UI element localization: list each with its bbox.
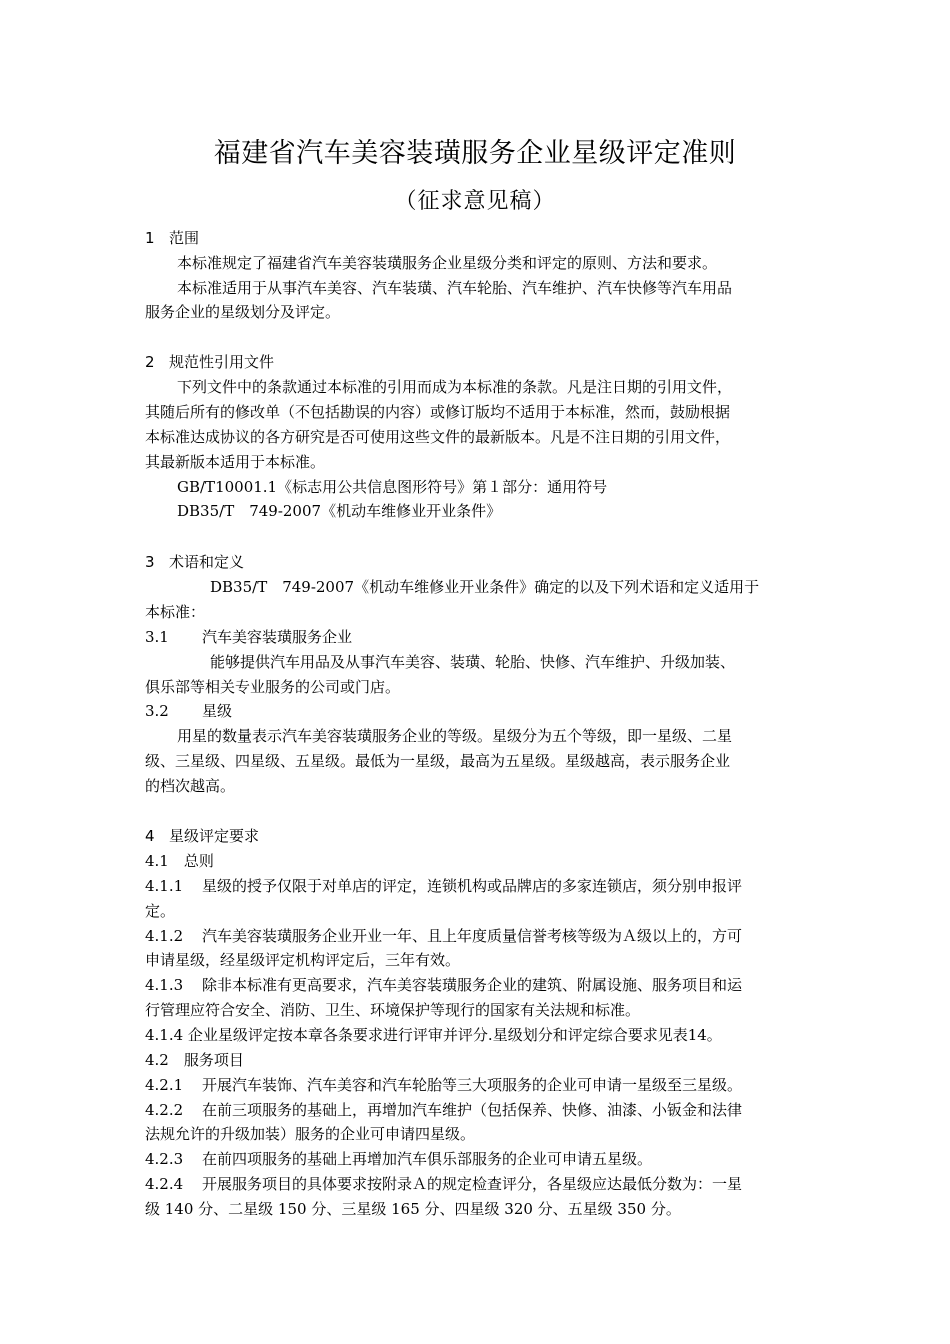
clause-number: 4.2.1 <box>145 1076 184 1094</box>
section-number: 4 <box>145 827 155 845</box>
paragraph-line: 申请星级，经星级评定机构评定后，三年有效。 <box>145 951 461 969</box>
subsection-heading: 4.2 服务项目 <box>145 1051 244 1069</box>
clause-3-2 <box>145 701 232 721</box>
paragraph-line: 本标准达成协议的各方研究是否可使用这些文件的最新版本。凡是不注日期的引用文件， <box>145 428 731 446</box>
clause-text: 在前三项服务的基础上，再增加汽车维护（包括保养、快修、油漆、小钣金和法律 <box>202 1101 743 1119</box>
paragraph-line: 定。 <box>145 902 176 920</box>
paragraph-line: 俱乐部等相关专业服务的公司或门店。 <box>145 678 401 696</box>
clause-text: 星级的授予仅限于对单店的评定，连锁机构或品牌店的多家连锁店，须分别申报评 <box>202 877 743 895</box>
paragraph-line: 本标准： <box>145 603 206 621</box>
subsection-heading: 4.1 总则 <box>145 852 214 870</box>
section-2-heading <box>145 352 810 372</box>
clause-4-1-4: 4.1.4 企业星级评定按本章各条要求进行评审并评分.星级划分和评定综合要求见表14。 <box>145 1026 722 1044</box>
section-title: 星级评定要求 <box>169 827 260 845</box>
section-1-heading <box>145 228 810 248</box>
section-number: 2 <box>145 353 155 371</box>
clause-number: 4.1.3 <box>145 976 184 994</box>
clause-4-2-2 <box>145 1100 742 1120</box>
section-3-heading <box>145 552 810 572</box>
paragraph-line: 法规允许的升级加装）服务的企业可申请四星级。 <box>145 1125 476 1143</box>
reference-item: DB35/T 749-2007《机动车维修业开业条件》 <box>177 502 502 520</box>
clause-number: 4.2.2 <box>145 1101 184 1119</box>
paragraph-line: DB35/T 749-2007《机动车维修业开业条件》确定的以及下列术语和定义适用于 <box>210 578 760 596</box>
clause-text: 开展汽车装饰、汽车美容和汽车轮胎等三大项服务的企业可申请一星级至三星级。 <box>202 1076 743 1094</box>
section-4-heading <box>145 826 810 846</box>
paragraph-line: 下列文件中的条款通过本标准的引用而成为本标准的条款。凡是注日期的引用文件， <box>177 378 733 396</box>
section-title: 术语和定义 <box>169 553 245 571</box>
paragraph-line: 其最新版本适用于本标准。 <box>145 453 326 471</box>
paragraph-line: 其随后所有的修改单（不包括勘误的内容）或修订版均不适用于本标准，然而，鼓励根据 <box>145 403 731 421</box>
paragraph-line: 用星的数量表示汽车美容装璜服务企业的等级。星级分为五个等级，即一星级、二星 <box>177 727 733 745</box>
paragraph-line: 本标准适用于从事汽车美容、汽车装璜、汽车轮胎、汽车维护、汽车快修等汽车用品 <box>177 279 733 297</box>
clause-title: 星级 <box>202 702 233 720</box>
clause-title: 汽车美容装璜服务企业 <box>202 628 353 646</box>
clause-4-2-1 <box>145 1075 742 1095</box>
clause-4-2-4 <box>145 1174 742 1194</box>
clause-number: 4.1.1 <box>145 877 184 895</box>
clause-text: 开展服务项目的具体要求按附录Ａ的规定检查评分，各星级应达最低分数为：一星 <box>202 1175 743 1193</box>
document-title: 福建省汽车美容装璜服务企业星级评定准则 <box>213 138 737 169</box>
section-number: 1 <box>145 229 155 247</box>
clause-4-1-1 <box>145 876 742 896</box>
paragraph-line: 级、三星级、四星级、五星级。最低为一星级，最高为五星级。星级越高，表示服务企业 <box>145 752 731 770</box>
clause-number: 4.2.3 <box>145 1150 184 1168</box>
reference-item: GB/T10001.1《标志用公共信息图形符号》第１部分：通用符号 <box>177 478 608 496</box>
document-subtitle: （征求意见稿） <box>394 189 556 214</box>
clause-4-1-2 <box>145 926 742 946</box>
clause-text: 除非本标准有更高要求，汽车美容装璜服务企业的建筑、附属设施、服务项目和运 <box>202 976 743 994</box>
paragraph-line: 本标准规定了福建省汽车美容装璜服务企业星级分类和评定的原则、方法和要求。 <box>177 254 718 272</box>
paragraph-line: 的档次越高。 <box>145 777 236 795</box>
clause-number: 3.2 <box>145 702 169 720</box>
section-title: 范围 <box>169 229 200 247</box>
clause-number: 3.1 <box>145 628 169 646</box>
clause-number: 4.1.2 <box>145 927 184 945</box>
clause-text: 在前四项服务的基础上再增加汽车俱乐部服务的企业可申请五星级。 <box>202 1150 653 1168</box>
section-title: 规范性引用文件 <box>169 353 275 371</box>
section-number: 3 <box>145 553 155 571</box>
paragraph-line: 级 140 分、二星级 150 分、三星级 165 分、四星级 320 分、五星级 350 分。 <box>145 1200 681 1218</box>
clause-4-2-3 <box>145 1149 652 1169</box>
paragraph-line: 服务企业的星级划分及评定。 <box>145 303 341 321</box>
clause-3-1 <box>145 627 352 647</box>
paragraph-line: 行管理应符合安全、消防、卫生、环境保护等现行的国家有关法规和标准。 <box>145 1001 641 1019</box>
clause-4-1-3 <box>145 975 742 995</box>
clause-text: 汽车美容装璜服务企业开业一年、且上年度质量信誉考核等级为Ａ级以上的，方可 <box>202 927 743 945</box>
paragraph-line: 能够提供汽车用品及从事汽车美容、装璜、轮胎、快修、汽车维护、升级加装、 <box>210 653 736 671</box>
clause-number: 4.2.4 <box>145 1175 184 1193</box>
